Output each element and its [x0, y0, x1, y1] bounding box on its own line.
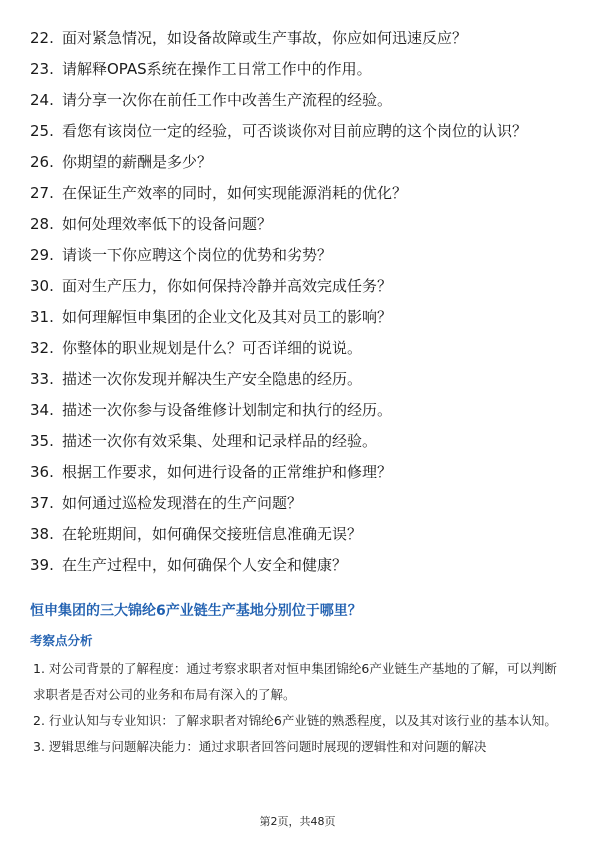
- question-text: 看您有该岗位一定的经验，可否谈谈你对目前应聘的这个岗位的认识？: [62, 122, 528, 140]
- question-number: 26.: [30, 153, 54, 171]
- question-text: 请分享一次你在前任工作中改善生产流程的经验。: [62, 91, 393, 109]
- question-number: 37.: [30, 494, 54, 512]
- question-text: 如何处理效率低下的设备问题？: [62, 215, 273, 233]
- analysis-point: 3. 逻辑思维与问题解决能力：通过求职者回答问题时展现的逻辑性和对问题的解决: [33, 739, 487, 754]
- question-text: 你期望的薪酬是多少？: [62, 153, 213, 171]
- question-number: 23.: [30, 60, 54, 78]
- page-footer: 第2页，共48页: [259, 815, 336, 828]
- question-number: 24.: [30, 91, 54, 109]
- question-text: 如何通过巡检发现潜在的生产问题？: [62, 494, 303, 512]
- question-text: 描述一次你发现并解决生产安全隐患的经历。: [62, 370, 363, 388]
- question-item: [30, 553, 570, 578]
- section-heading: 恒申集团的三大锦纶6产业链生产基地分别位于哪里？: [30, 603, 362, 619]
- question-number: 22.: [30, 29, 54, 47]
- question-text: 描述一次你参与设备维修计划制定和执行的经历。: [62, 401, 393, 419]
- question-item: [30, 522, 570, 547]
- analysis-point: 2. 行业认知与专业知识：了解求职者对锦纶6产业链的熟悉程度，以及其对该行业的基本认知。: [33, 713, 557, 728]
- question-item: [30, 367, 570, 392]
- question-item: [30, 26, 570, 51]
- analysis-point: 1. 对公司背景的了解程度：通过考察求职者对恒申集团锦纶6产业链生产基地的了解，可以判断求职者是否对公司的业务和布局有深入的了解。: [33, 661, 557, 702]
- question-text: 描述一次你有效采集、处理和记录样品的经验。: [62, 432, 378, 450]
- analysis-list: [33, 656, 568, 760]
- question-list: [30, 26, 570, 584]
- question-item: [30, 429, 570, 454]
- question-item: [30, 181, 570, 206]
- question-item: [30, 336, 570, 361]
- question-item: [30, 212, 570, 237]
- question-item: [30, 57, 570, 82]
- question-number: 32.: [30, 339, 54, 357]
- question-number: 29.: [30, 246, 54, 264]
- question-item: [30, 119, 570, 144]
- question-text: 面对生产压力，你如何保持冷静并高效完成任务？: [62, 277, 393, 295]
- question-text: 在生产过程中，如何确保个人安全和健康？: [62, 556, 348, 574]
- question-item: [30, 491, 570, 516]
- question-text: 面对紧急情况，如设备故障或生产事故，你应如何迅速反应？: [62, 29, 468, 47]
- question-text: 在轮班期间，如何确保交接班信息准确无误？: [62, 525, 363, 543]
- question-item: [30, 88, 570, 113]
- question-item: [30, 150, 570, 175]
- question-number: 25.: [30, 122, 54, 140]
- question-number: 38.: [30, 525, 54, 543]
- question-item: [30, 274, 570, 299]
- question-item: [30, 460, 570, 485]
- question-number: 30.: [30, 277, 54, 295]
- question-number: 34.: [30, 401, 54, 419]
- question-item: [30, 398, 570, 423]
- question-number: 33.: [30, 370, 54, 388]
- question-number: 35.: [30, 432, 54, 450]
- question-text: 在保证生产效率的同时，如何实现能源消耗的优化？: [62, 184, 408, 202]
- question-number: 28.: [30, 215, 54, 233]
- question-number: 31.: [30, 308, 54, 326]
- question-number: 36.: [30, 463, 54, 481]
- question-text: 你整体的职业规划是什么？可否详细的说说。: [62, 339, 363, 357]
- question-number: 27.: [30, 184, 54, 202]
- question-number: 39.: [30, 556, 54, 574]
- question-item: [30, 243, 570, 268]
- question-text: 如何理解恒申集团的企业文化及其对员工的影响？: [62, 308, 393, 326]
- question-text: 请解释OPAS系统在操作工日常工作中的作用。: [62, 60, 372, 78]
- question-text: 根据工作要求，如何进行设备的正常维护和修理？: [62, 463, 393, 481]
- analysis-heading: 考察点分析: [30, 633, 93, 648]
- question-item: [30, 305, 570, 330]
- question-text: 请谈一下你应聘这个岗位的优势和劣势？: [62, 246, 333, 264]
